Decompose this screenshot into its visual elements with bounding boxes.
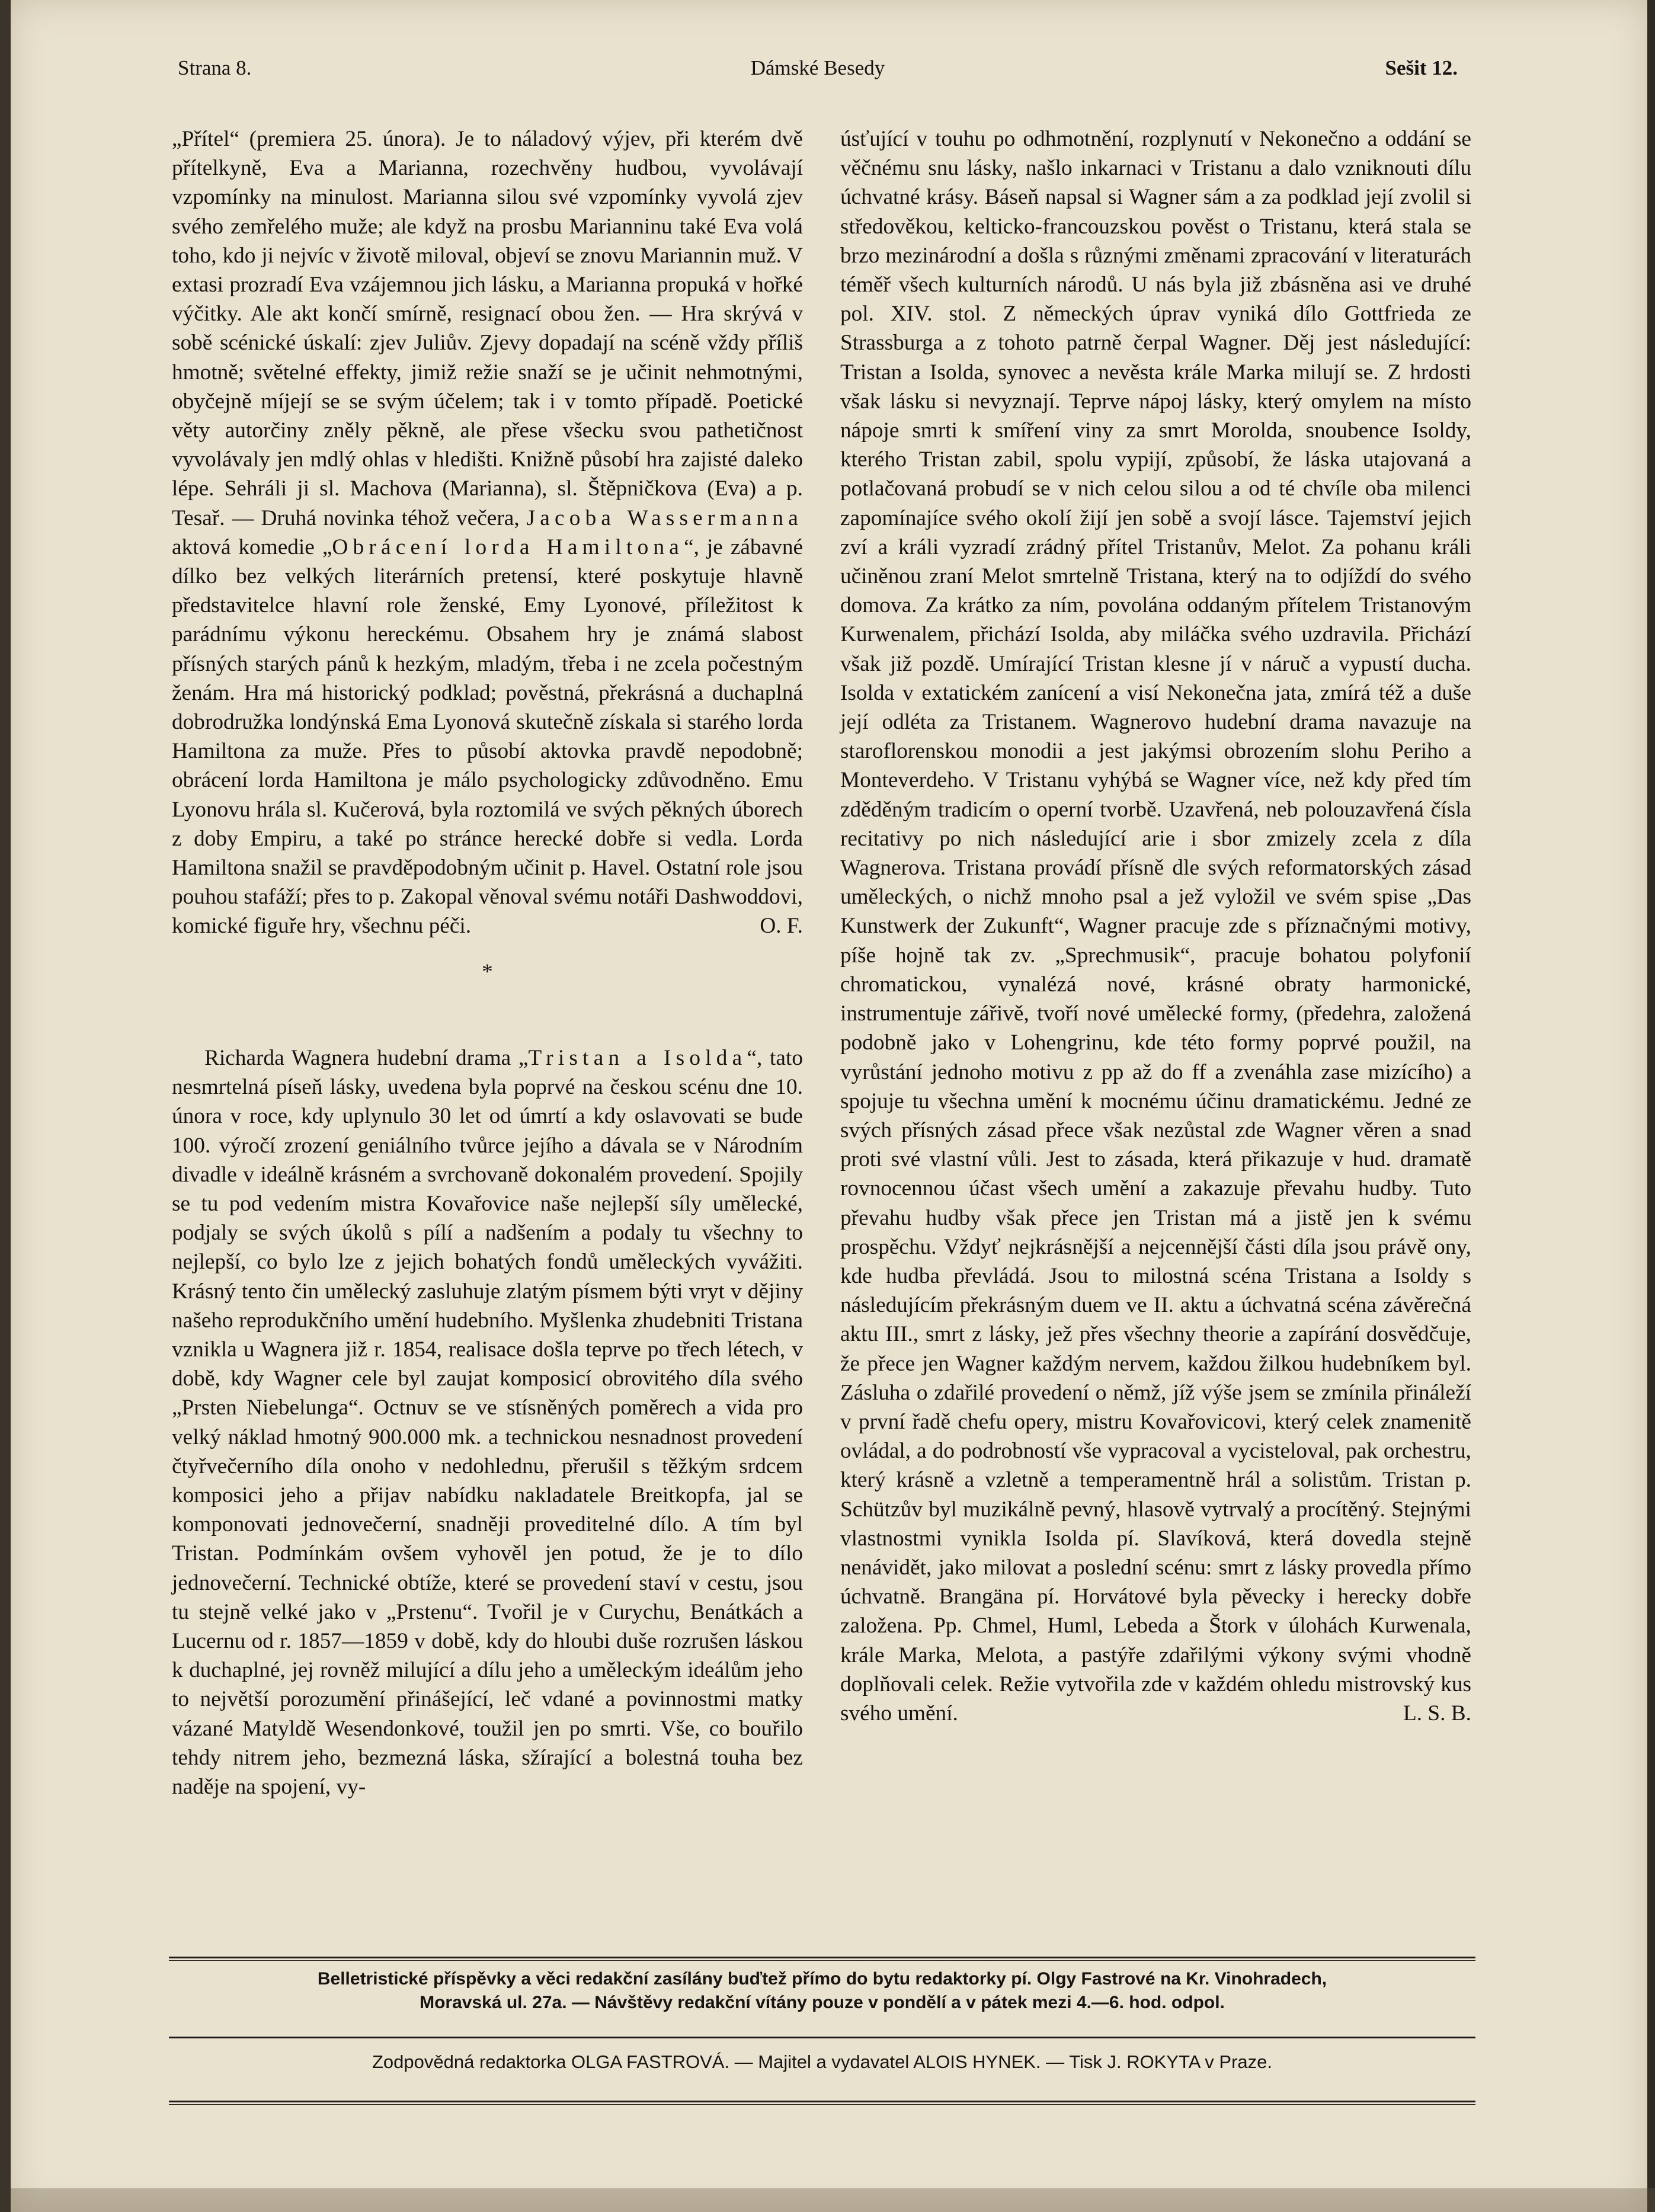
signature-of: O. F.: [760, 914, 803, 939]
page-header: [178, 56, 1458, 92]
footer-rule-top: [169, 1957, 1475, 1958]
magazine-title: Dámské Besedy: [750, 56, 885, 79]
section-divider-asterisk: *: [482, 959, 493, 984]
review-tristan-text-1: Richarda Wagnera hudební drama „: [204, 1045, 529, 1070]
footer-rule-bottom-thin: [169, 2104, 1475, 2105]
issue-number: Sešit 12.: [1385, 56, 1458, 79]
signature-lsb: L. S. B.: [1403, 1701, 1471, 1726]
left-column: [172, 124, 803, 1801]
play-title-obraceni: Obrácení lorda Hamiltona: [332, 534, 684, 559]
footer-rule-top-thin: [169, 1960, 1475, 1961]
opera-title-tristan: Tristan a Isolda: [528, 1045, 747, 1070]
review-tristan-continued-text: úsťující v touhu po odhmotnění, rozplynutí v Nekonečno a oddání se věčnému snu lásky, našlo inkarnaci v Tristanu a dalo vzniknouti dílu úchvatné krásy. Báseň napsal si Wagner sám a za podklad její zvolil si středověkou, kelticko-francouzskou pověst o Tristanu, která stala se brzo mezinárodní a došla s různými změnami zpracování v literaturách téměř všech kulturních národů. U nás byla již zbásněna asi ve druhé pol. XIV. stol. Z německých úprav vyniká dílo Gottfrieda ze Strassburga a z tohoto patrně čerpal Wagner. Děj jest následující: Tristan a Isolda, synovec a nevěsta krále Marka milují se. Z hrdosti však lásku si nevyznají. Teprve nápoj lásky, který omylem na místo nápoje smrti k smíření viny za smrt Morolda, snoubence Isoldy, kterého Tristan zabil, spolu vypijí, způsobí, že láska utajovaná a potlačovaná probudí se v nich celou silou a od té chvíle oba milenci zapomínajíce svého okolí žijí jen sobě a svojí lásce. Tajemství jejich zví a králi vyzradí zrádný přítel Tristanův, Melot. Za pohanu králi učiněnou zraní Melot smrtelně Tristana, který na to odjíždí do svého domova. Za krátko za ním, povolána oddaným přítelem Tristanovým Kurwenalem, přichází Isolda, aby miláčka svého uzdravila. Přichází však již pozdě. Umírající Tristan klesne jí v náruč a vypustí ducha. Isolda v extatickém zanícení a visí Nekonečna jata, zmírá též a duše její odléta za Tristanem. Wagnerovo hudební drama navazuje na staroflorenskou monodii a jest jakýmsi obrozením slohu Periho a Monteverdeho. V Tristanu vyhýbá se Wagner více, než kdy před tím zděděným tradicím o operní tvorbě. Uzavřená, neb polouzavřená čísla recitativy po nich následující arie i sbor zmizely zcela z díla Wagnerova. Tristana provádí přísně dle svých reformatorských zásad uměleckých, o nichž mnoho psal a jež vyložil ve svém spise „Das Kunstwerk der Zukunft“, Wagner pracuje zde s příznačnými motivy, píše hojně tak zv. „Sprechmusik“, pracuje bohatou polyfonií chromatickou, vynalézá nové, krásné obraty harmonické, instrumentuje zářivě, tvoří nové umělecké formy, (předehra, založená podobně jako v Lohengrinu, kde této formy poprvé použil, na vyrůstání jednoho motivu z pp až do ff a zvenáhla zase mizícího) a spojuje tu všechna umění k mocnému účinu dramatickému. Jedné ze svých přísných zásad přece však nezůstal zde Wagner věren a snad proti své vlastní vůli. Jest to zásada, která přikazuje v hud. dramatě rovnocennou účast všech umění a zakazuje převahu hudby. Tuto převahu hudby však přece jen Tristan má a jistě jen k svému prospěchu. Vždyť nejkrásnější a nejcennější části díla jsou právě ony, kde hudba převládá. Jsou to milostná scéna Tristana a Isoldy s následujícím překrásným duem ve II. aktu a úchvatná scéna závěrečná aktu III., smrt z lásky, jež přes všechny theorie a zapírání dosvědčuje, že přece jen Wagner každým nervem, každou žilkou hudebníkem byl. Zásluha o zdařilé provedení o němž, jíž výše jsem se zmínila přináleží v první řadě chefu opery, mistru Kovařovicovi, který celek znamenitě ovládal, a do podrobností vše vypracoval a vycisteloval, pak orchestru, který krásně a vzletně a temperamentně hrál a solistům. Tristan p. Schützův byl muzikálně pevný, hlasově vytrvalý a procítěný. Stejnými vlastnostmi vynikla Isolda pí. Slavíková, která dovedla stejně nenávidět, jako milovat a poslední scénu: smrt z lásky provedla přímo úchvatně. Brangäna pí. Horvátové byla pěvecky i herecky dobře založena. Pp. Chmel, Huml, Lebeda a Štork v úlohách Kurwenala, krále Marka, Melota, a pastýře zdařilými výkony svými vhodně doplňovali celek. Režie vytvořila zde v každém ohledu mistrovský kus svého umění.: [840, 127, 1471, 1726]
review-pritel: [172, 124, 803, 941]
page-edge-left: [0, 0, 11, 2212]
footer-rule-bottom: [169, 2101, 1475, 2102]
right-column: [840, 124, 1471, 1728]
review-tristan-continued: [840, 124, 1471, 1728]
page-edge-bottom: [11, 2188, 1655, 2212]
editorial-notice-line-2: Moravská ul. 27a. — Návštěvy redakční vítány pouze v pondělí a v pátek mezi 4.—6. hod. odpol.: [420, 1993, 1225, 2012]
review-pritel-text-1: „Přítel“ (premiera 25. února). Je to náladový výjev, při kterém dvě přítelkyně, Eva a Marianna, rozechvěny hudbou, vyvolávají vzpomínky na minulost. Marianna silou své vzpomínky vyvolá zjev svého zemřelého muže; ale když na prosbu Marianninu také Eva volá toho, kdo ji nejvíc v životě miloval, objeví se znovu Mariannin muž. V extasi prozradí Eva vzájemnou jich lásku, a Marianna propuká v hořké výčitky. Ale akt končí smírně, resignací obou žen. — Hra skrývá v sobě scénické úskalí: zjev Juliův. Zjevy dopadají na scéně vždy příliš hmotně; světelné effekty, jimiž režie snaží se je učinit nehmotnými, obyčejně míjejí se se svým účelem; tak i v tomto případě. Poetické věty autorčiny zněly pěkně, ale přese všecku svou pathetičnost vyvolávaly jen mdlý ohlas v hledišti. Knižně působí hra zajisté daleko lépe. Sehráli ji sl. Machova (Marianna), sl. Štěpničkova (Eva) a p. Tesař. — Druhá novinka téhož večera,: [172, 127, 803, 530]
review-tristan-text-2: “, tato nesmrtelná píseň lásky, uvedena byla poprvé na českou scénu dne 10. února v roce, kdy uplynulo 30 let od úmrtí a kdy oslavovati se bude 100. výročí zrození geniálního tvůrce jejího a dávala se v Národním divadle v ideálně krásném a svrchovaně dokonalém provedení. Spojily se tu pod vedením mistra Kovařovice naše nejlepší síly umělecké, podjaly se svých úkolů s pílí a nadšením a podaly tu všechny to nejlepší, co bylo lze z jejich bohatých fondů uměleckých vyvážiti. Krásný tento čin umělecký zasluhuje zlatým písmem býti vryt v dějiny našeho reprodukčního umění hudebního. Myšlenka zhudebniti Tristana vznikla u Wagnera již r. 1854, realisace došla teprve po třech létech, v době, kdy Wagner cele byl zaujat komposicí obrovitého díla svého „Prsten Niebelunga“. Octnuv se ve stísněných poměrech a vida pro velký náklad hmotný 900.000 mk. a technickou nesnadnost provedení čtyřvečerního díla onoho v nedohlednu, přerušil s těžkým srdcem komposici jeho a přijav nabídku nakladatele Breitkopfa, jal se komponovati jednovečerní, snadněji proveditelné dílo. A tím byl Tristan. Podmínkám ovšem vyhověl jen potud, že je to dílo jednovečerní. Technické obtíže, které se provedení staví v cestu, jsou tu stejně velké jako v „Prstenu“. Tvořil je v Curychu, Benátkách a Lucernu od r. 1857—1859 v době, kdy do hloubi duše rozrušen láskou k duchaplné, jej rovněž milující a dílu jeho a uměleckým ideálům jeho to největší porozumění přinášející, leč vdané a povinnostmi matky vázané Matyldě Wesendonkové, toužil jen po smrti. Vše, co bouřilo tehdy nitrem jeho, bezmezná láska, sžírající a bolestná touha bez naděje na spojení, vy-: [172, 1045, 803, 1799]
review-pritel-text-3: “, je zábavné dílko bez velkých literárních pretensí, které poskytuje hlavně představitelce hlavní role ženské, Emy Lyonové, příležitost k parádnímu výkonu hereckému. Obsahem hry je známá slabost přísných starých pánů k hezkým, mladým, třeba i ne zcela počestným ženám. Hra má historický podklad; pověstná, překrásná a duchaplná dobrodružka londýnská Ema Lyonová skutečně získala si starého lorda Hamiltona za muže. Přes to působí aktovka pravdě nepodobně; obrácení lorda Hamiltona je málo psychologicky zdůvodněno. Emu Lyonovu hrála sl. Kučerová, byla roztomilá ve svých pěkných úborech z doby Empiru, a také po stránce herecké dobře si vedla. Lorda Hamiltona snažil se pravděpodobným učinit p. Havel. Ostatní role jsou pouhou stafáží; přes to p. Zakopal věnoval svému notáři Dashwoddovi, komické figuře hry, všechnu péči.: [172, 534, 804, 939]
imprint-line: Zodpovědná redaktorka OLGA FASTROVÁ. — Majitel a vydavatel ALOIS HYNEK. — Tisk J. ROKYTA v Praze.: [372, 2051, 1272, 2072]
author-wassermann: Jacoba Wassermanna: [526, 505, 803, 530]
editorial-notice-line-1: Belletristické příspěvky a věci redakční zasílány buďtež přímo do bytu redaktorky pí. Olgy Fastrové na Kr. Vinohradech,: [317, 1969, 1327, 1989]
review-tristan-intro: [172, 1043, 803, 1801]
footer-rule-middle: [169, 2037, 1475, 2038]
page-number: Strana 8.: [178, 56, 252, 79]
review-pritel-text-2: aktová komedie „: [172, 534, 332, 559]
editorial-notice: [169, 1967, 1475, 2015]
